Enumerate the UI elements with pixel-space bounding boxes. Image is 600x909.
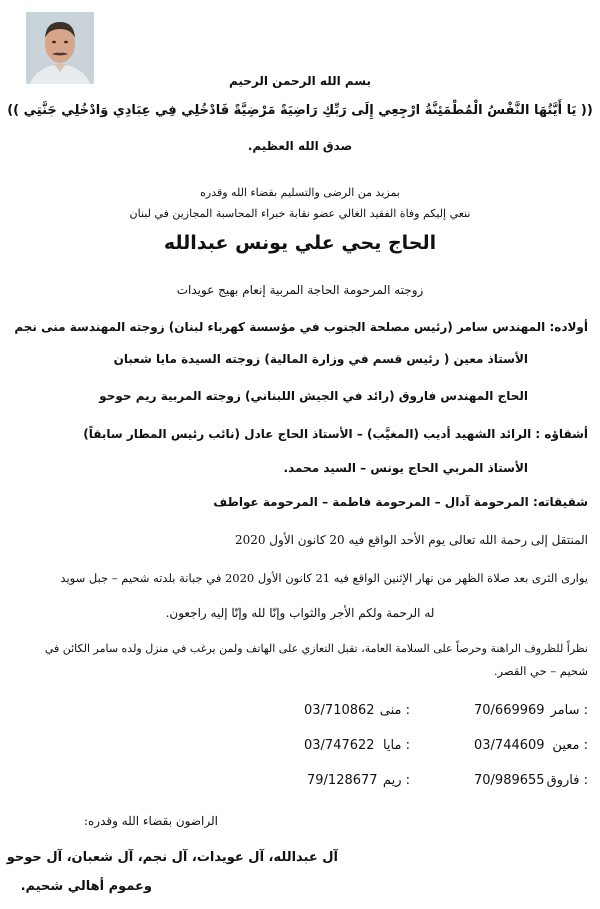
brothers-line-1: أشقاؤه : الرائد الشهيد أديب (المغيَّب) – الأستاذ الحاج عادل (نائب رئيس المطار سابقاً) bbox=[83, 427, 588, 441]
brothers-line-2: الأستاذ المربي الحاج يونس – السيد محمد. bbox=[283, 461, 528, 475]
phone-number: 70/669969 bbox=[474, 703, 545, 718]
phone-number: 03/747622 bbox=[304, 738, 375, 753]
phone-contact-name: مايا : bbox=[382, 738, 410, 753]
sadaqa-line: صدق الله العظيم. bbox=[247, 139, 353, 153]
phone-contact-name: ريم : bbox=[382, 773, 410, 788]
children-line-1: أولاده: المهندس سامر (رئيس مصلحة الجنوب في مؤسسة كهرباء لبنان) زوجته المهندسة منى نجم bbox=[14, 320, 588, 334]
wife-line: زوجته المرحومة الحاجة المربية إنعام بهيج عويدات bbox=[176, 283, 424, 297]
condolence-line-1: نظراً للظروف الراهنة وحرصاً على السلامة العامة، تقبل التعازي على الهاتف ولمن يرغب في منزل ولده سامر الكائن في bbox=[44, 642, 588, 655]
closing-line-3: وعموم أهالي شحيم. bbox=[20, 879, 152, 894]
phone-number: 03/710862 bbox=[304, 703, 375, 718]
condolence-line-2: شحيم – حي القصر. bbox=[493, 664, 588, 678]
phone-row bbox=[0, 773, 600, 793]
deceased-name: الحاج يحي علي يونس عبدالله bbox=[163, 232, 437, 254]
sisters-line: شقيقاته: المرحومة آدال – المرحومة فاطمة – المرحومة عواطف bbox=[213, 495, 588, 509]
phone-number: 03/744609 bbox=[474, 738, 545, 753]
quran-verse: (( يَا أَيَّتُهَا النَّفْسُ الْمُطْمَئِنَّةُ ارْجِعِي إِلَى رَبِّكِ رَاضِيَةً مَرْضِيَّةً فَادْخُلِي فِي عِبَادِي وَادْخُلِي جَنَّتِي )) bbox=[7, 103, 593, 118]
prayer-line: له الرحمة ولكم الأجر والثواب وإنّا لله وإنّا إليه راجعون. bbox=[165, 606, 435, 620]
phone-contact-name: منى : bbox=[379, 703, 410, 718]
intro-line-1: بمزيد من الرضى والتسليم بقضاء الله وقدره bbox=[200, 186, 400, 199]
phone-contact-name: فاروق : bbox=[546, 773, 588, 788]
phone-number: 79/128677 bbox=[307, 773, 378, 788]
burial-line: يوارى الثرى بعد صلاة الظهر من نهار الإثنين الواقع فيه 21 كانون الأول 2020 في جبانة بلدته شحيم – جبل سويد bbox=[60, 571, 588, 585]
children-line-2: الأستاذ معين ( رئيس قسم في وزارة المالية) زوجته السيدة مايا شعبان bbox=[113, 352, 528, 366]
children-line-3: الحاج المهندس فاروق (رائد في الجيش اللبناني) زوجته المربية ريم حوحو bbox=[99, 389, 528, 403]
closing-families: آل عبدالله، آل عويدات، آل نجم، آل شعبان، آل حوحو bbox=[6, 850, 338, 865]
phone-number: 70/989655 bbox=[474, 773, 545, 788]
phone-contact-name: سامر : bbox=[550, 703, 588, 718]
closing-line-1: الراضون بقضاء الله وقدره: bbox=[83, 814, 218, 828]
basmala: بسم الله الرحمن الرحيم bbox=[228, 74, 372, 88]
phone-contact-name: معين : bbox=[552, 738, 588, 753]
phone-row bbox=[0, 738, 600, 758]
phone-row bbox=[0, 703, 600, 723]
death-notice: المنتقل إلى رحمة الله تعالى يوم الأحد الواقع فيه 20 كانون الأول 2020 bbox=[234, 533, 588, 547]
intro-line-2: ننعي إليكم وفاة الفقيد الغالي عضو نقابة خبراء المحاسبة المجازين في لبنان bbox=[129, 207, 471, 220]
